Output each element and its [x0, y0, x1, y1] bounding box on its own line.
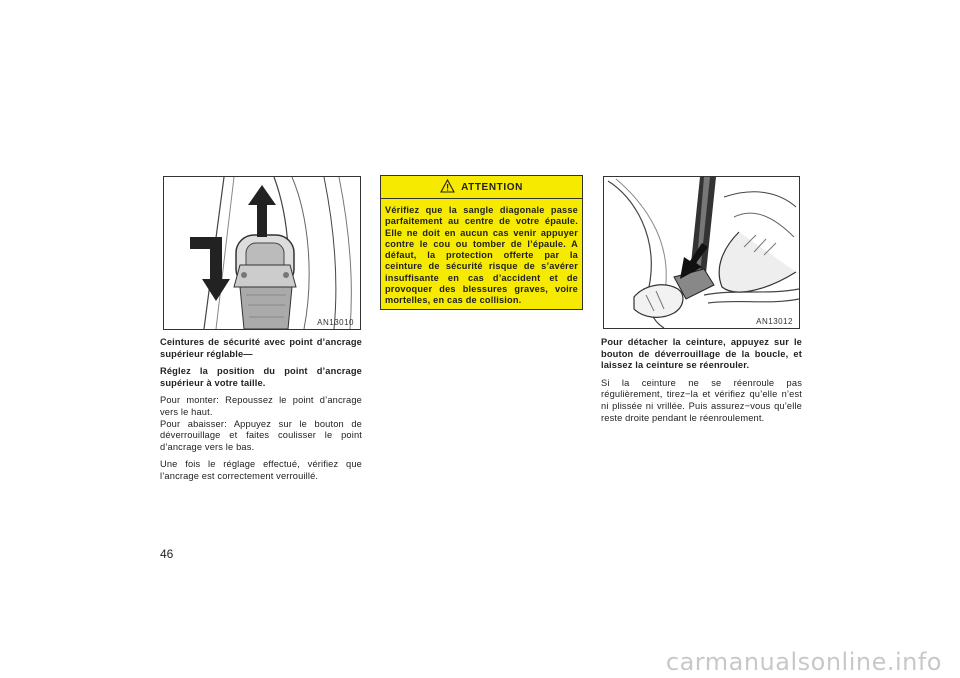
- section-heading: Ceintures de sécurité avec point d’ancrage supérieur réglable—: [160, 337, 362, 359]
- buckle-release-illustration: [604, 177, 799, 328]
- left-column-text: [160, 337, 362, 489]
- retract-check-text: Si la ceinture ne se réenroule pas régulièrement, tirez−la et vérifiez qu’elle n’est ni plissée ni vrillée. Puis assurez−vous qu’elle reste droite pendant le réenroulement.: [601, 377, 802, 423]
- section-instruction: Réglez la position du point d’ancrage supérieur à votre taille.: [160, 366, 362, 388]
- seatbelt-anchor-illustration: [164, 177, 360, 329]
- right-column-text: [601, 337, 802, 430]
- attention-box: [380, 175, 583, 310]
- lock-check-text: Une fois le réglage effectué, vérifiez que l’ancrage est correctement verrouillé.: [160, 459, 362, 481]
- warning-triangle-icon: [440, 179, 455, 196]
- watermark: carmanualsonline.info: [665, 648, 942, 676]
- attention-text: Vérifiez que la sangle diagonale passe parfaitement au centre de votre épaule. Elle ne doit en aucun cas venir appuyer contre le cou ou tomber de l’épaule. A défaut, la protection offerte par la ceinture de sécurité risque de s’avérer insuffisante en cas d’accident et de provoquer des blessures graves, voire mortelles, en cas de collision.: [385, 205, 578, 306]
- buckle-release-figure: [603, 176, 800, 329]
- lower-instruction: Pour abaisser: Appuyez sur le bouton de déverrouillage et faites coulisser le point d’ancrage vers le bas.: [160, 418, 362, 452]
- anchor-adjust-figure: [163, 176, 361, 330]
- figure-code: AN13010: [317, 318, 354, 327]
- page-number: 46: [160, 547, 174, 561]
- attention-title: ATTENTION: [461, 181, 523, 193]
- divider: [381, 198, 582, 199]
- release-instruction: Pour détacher la ceinture, appuyez sur le bouton de déverrouillage de la boucle, et laissez la ceinture se réenrouler.: [601, 337, 802, 371]
- figure-code: AN13012: [756, 317, 793, 326]
- attention-header: [381, 176, 582, 198]
- raise-instruction: Pour monter: Repoussez le point d’ancrage vers le haut.: [160, 395, 362, 417]
